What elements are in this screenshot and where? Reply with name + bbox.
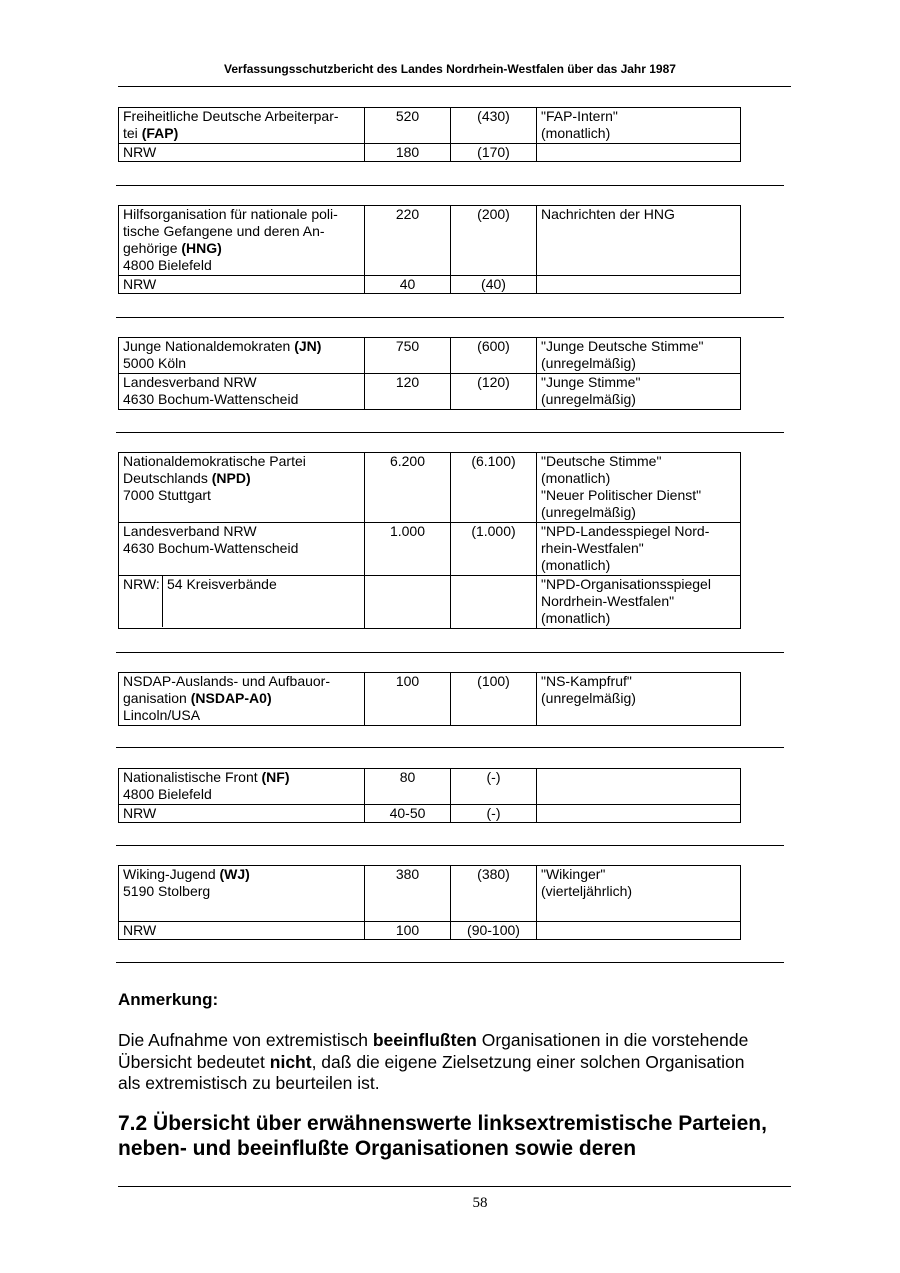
publication-cell: [537, 523, 741, 576]
section-separator: [116, 432, 784, 433]
publication-line: (unregelmäßig): [541, 504, 636, 520]
nrw-previous-count: (40): [451, 276, 537, 294]
lv-previous-count: (120): [451, 374, 537, 410]
note-text: Übersicht bedeutet: [118, 1051, 270, 1072]
publication-line: (monatlich): [541, 125, 611, 141]
publication-line: "NPD-Landesspiegel Nord-: [541, 523, 710, 539]
org-table-nf: [118, 768, 741, 823]
members-count: 380: [365, 866, 451, 922]
org-name-cell: [119, 769, 365, 805]
publication-line: Nordrhein-Westfalen": [541, 593, 675, 609]
nrw-members-count: 40: [365, 276, 451, 294]
previous-count: (600): [451, 338, 537, 374]
previous-count: (430): [451, 108, 537, 144]
org-city: 5000 Köln: [123, 355, 187, 371]
page-number: 58: [472, 1195, 488, 1211]
org-name-cell: [119, 338, 365, 374]
publication-cell: [537, 576, 741, 629]
header-rule: [118, 86, 791, 87]
empty-cell: [537, 805, 741, 823]
nrw-label: NRW: [119, 276, 365, 294]
note-emphasis: nicht: [269, 1051, 312, 1072]
section-separator: [116, 962, 784, 963]
org-table-fap: [118, 107, 741, 162]
publication-line: "Wikinger": [541, 866, 606, 882]
note-text: , daß die eigene Zielsetzung einer solchen Organisation: [311, 1051, 745, 1072]
org-abbreviation: (WJ): [219, 866, 250, 882]
previous-count: (100): [451, 673, 537, 726]
note-text: Organisationen in die vorstehende: [476, 1030, 749, 1050]
members-count: 520: [365, 108, 451, 144]
lv-name-cell: [119, 523, 365, 576]
members-count: 6.200: [365, 453, 451, 523]
publication-line: rhein-Westfalen": [541, 540, 644, 556]
publication-line: "NS-Kampfruf": [541, 673, 632, 689]
publication-cell: [537, 338, 741, 374]
org-name-line: Nationaldemokratische Partei: [123, 453, 306, 469]
publication-cell: [537, 374, 741, 410]
previous-count: (380): [451, 866, 537, 922]
nrw-members-count: 180: [365, 144, 451, 162]
org-name-line: NSDAP-Auslands- und Aufbauor-: [123, 673, 330, 689]
publication-line: (unregelmäßig): [541, 391, 636, 407]
publication-cell: [537, 206, 741, 276]
publication-cell: [537, 673, 741, 726]
org-table-npd: [118, 452, 741, 629]
note-paragraph: [118, 1030, 788, 1095]
nrw-previous-count: (170): [451, 144, 537, 162]
page-header-title: Verfassungsschutzbericht des Landes Nordrhein-Westfalen über das Jahr 1987: [224, 62, 676, 76]
section-heading-line: neben- und beeinflußte Organisationen sowie deren: [118, 1137, 637, 1160]
org-city: Lincoln/USA: [123, 707, 201, 723]
org-name-line: ganisation: [123, 690, 191, 706]
org-name-line: Wiking-Jugend: [123, 866, 220, 882]
empty-cell: [537, 276, 741, 294]
publication-cell: [537, 453, 741, 523]
org-table-nsdap: [118, 672, 741, 726]
org-table-wj: [118, 865, 741, 940]
lv-city: 4630 Bochum-Wattenscheid: [123, 391, 299, 407]
publication-line: (monatlich): [541, 470, 611, 486]
lv-city: 4630 Bochum-Wattenscheid: [123, 540, 299, 556]
org-abbreviation: (HNG): [181, 240, 222, 256]
org-abbreviation: (NF): [261, 769, 290, 785]
lv-name-cell: [119, 374, 365, 410]
org-city: 5190 Stolberg: [123, 883, 211, 899]
members-count: 80: [365, 769, 451, 805]
publication-line: "NPD-Organisationsspiegel: [541, 576, 711, 592]
nrw-label: NRW: [119, 922, 365, 940]
footer-rule: [118, 1186, 791, 1187]
members-count: 750: [365, 338, 451, 374]
empty-cell: [537, 922, 741, 940]
note-emphasis: beeinflußten: [372, 1030, 477, 1050]
publication-line: Nachrichten der HNG: [541, 206, 675, 222]
note-text: Die Aufnahme von extremistisch: [118, 1030, 373, 1050]
org-table-jn: [118, 337, 741, 410]
nrw-members-count: 100: [365, 922, 451, 940]
kreisverbaende-text: 54 Kreisverbände: [167, 576, 277, 592]
publication-line: (monatlich): [541, 557, 611, 573]
org-city: 4800 Bielefeld: [123, 257, 212, 273]
publication-line: (unregelmäßig): [541, 355, 636, 371]
org-name-line: Nationalistische Front: [123, 769, 262, 785]
note-title: Anmerkung:: [118, 990, 219, 1009]
section-separator: [116, 845, 784, 846]
publication-line: "Neuer Politischer Dienst": [541, 487, 702, 503]
kreisverbaende-cell: [119, 576, 365, 629]
publication-line: (vierteljährlich): [541, 883, 633, 899]
empty-cell: [537, 144, 741, 162]
note-text: als extremistisch zu beurteilen ist.: [118, 1073, 380, 1093]
nrw-previous-count: (-): [451, 805, 537, 823]
org-name-line: Deutschlands: [123, 470, 212, 486]
lv-name: Landesverband NRW: [123, 374, 257, 390]
nrw-label: NRW: [119, 144, 365, 162]
lv-members-count: 1.000: [365, 523, 451, 576]
section-heading-line: 7.2 Übersicht über erwähnenswerte linksextremistische Parteien,: [118, 1112, 767, 1135]
org-name-cell: [119, 866, 365, 922]
previous-count: (-): [451, 769, 537, 805]
org-name-cell: [119, 453, 365, 523]
nrw-label: NRW:: [119, 576, 163, 627]
nrw-members-count: 40-50: [365, 805, 451, 823]
publication-line: "FAP-Intern": [541, 108, 618, 124]
org-name-line: gehörige: [123, 240, 182, 256]
org-city: 4800 Bielefeld: [123, 786, 212, 802]
org-name-line: tische Gefangene und deren An-: [123, 223, 325, 239]
empty-cell: [365, 576, 451, 629]
publication-line: "Deutsche Stimme": [541, 453, 662, 469]
org-name-line: Hilfsorganisation für nationale poli-: [123, 206, 338, 222]
org-table-hng: [118, 205, 741, 294]
nrw-previous-count: (90-100): [451, 922, 537, 940]
org-name-line: Junge Nationaldemokraten: [123, 338, 295, 354]
lv-members-count: 120: [365, 374, 451, 410]
members-count: 100: [365, 673, 451, 726]
publication-line: (unregelmäßig): [541, 690, 636, 706]
publication-cell: [537, 108, 741, 144]
org-city: 7000 Stuttgart: [123, 487, 211, 503]
org-abbreviation: (NSDAP-A0): [190, 690, 272, 706]
org-abbreviation: (FAP): [141, 125, 179, 141]
org-name-cell: [119, 673, 365, 726]
publication-line: (monatlich): [541, 610, 611, 626]
previous-count: (6.100): [451, 453, 537, 523]
org-name-line: Freiheitliche Deutsche Arbeiterpar-: [123, 108, 339, 124]
section-heading: [118, 1111, 798, 1161]
org-name-cell: [119, 206, 365, 276]
members-count: 220: [365, 206, 451, 276]
section-separator: [116, 185, 784, 186]
section-separator: [116, 317, 784, 318]
previous-count: (200): [451, 206, 537, 276]
empty-cell: [537, 769, 741, 805]
nrw-label: NRW: [119, 805, 365, 823]
section-separator: [116, 652, 784, 653]
org-name-cell: [119, 108, 365, 144]
lv-previous-count: (1.000): [451, 523, 537, 576]
org-abbreviation: (NPD): [211, 470, 251, 486]
lv-name: Landesverband NRW: [123, 523, 257, 539]
section-separator: [116, 747, 784, 748]
publication-cell: [537, 866, 741, 922]
org-name-line: tei: [123, 125, 142, 141]
publication-line: "Junge Deutsche Stimme": [541, 338, 704, 354]
empty-cell: [451, 576, 537, 629]
publication-line: "Junge Stimme": [541, 374, 641, 390]
org-abbreviation: (JN): [294, 338, 322, 354]
